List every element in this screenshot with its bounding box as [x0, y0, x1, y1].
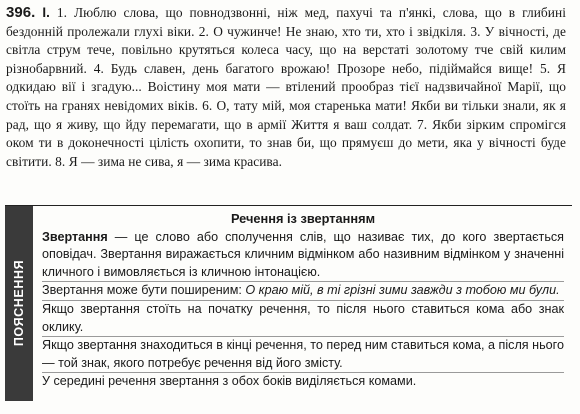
rule-line-end — [42, 337, 564, 373]
rule-line-text: — це слово або сполучення слів, що називає тих, до кого звертається оповідач. Звертання виражається кличним відмінком або називним відмінком у значенні кличного і вимовляється із кличною інтонацією. — [42, 229, 564, 279]
rule-line-middle — [42, 373, 564, 391]
rule-line-text: У середині речення звертання з обох боків виділяється комами. — [42, 374, 417, 389]
rule-line-text: Якщо звертання знаходиться в кінці речення, то перед ним ставиться кома, а після нього — той знак, якого потребує речення від його змісту. — [42, 338, 564, 370]
exercise-number: 396. — [6, 4, 36, 21]
side-tab — [5, 206, 33, 401]
rule-title: Речення із звертанням — [230, 211, 376, 226]
rule-line-definition — [42, 229, 564, 283]
rule-example: О краю мій, в ті грізні зими завжди з тобою ми були. — [245, 283, 560, 298]
rule-line-text: Звертання може бути поширеним: — [42, 283, 246, 298]
side-label: ПОЯСНЕННЯ — [12, 259, 26, 347]
exercise-part: І. — [42, 5, 50, 20]
exercise-396 — [6, 4, 566, 171]
rule-line-start — [42, 301, 564, 337]
rule-content — [42, 210, 564, 391]
exercise-text: 1. Люблю слова, що повнодзвонні, ніж мед, пахучі та п'янкі, слова, що в глибині бездонній пролежали глухі віки. 2. О чужинче! Не знаю, хто ти, хто і звідкіля. 3. У вічності, де світла струм тече, повільно крутяться колеса часу, що на верстаті золотому тче свій килим різнобарвний. 4. Будь славен, день багатого врожаю! Прозоре небо, підіймайся вище! 5. Я одкидаю вії і згадую... Воістину моя мати — втілений прообраз тієї надзвичайної Марії, що стоїть на гранях невідомих віків. 6. О, тату мій, моя старенька мати! Якби ви тільки знали, як я рад, що я живу, що йду перемагати, що в армії Життя я ваш солдат. 7. Якби зірким спромігся оком ти в доконечності цілість охопити, то знав би, що прямуєш до мети, яка у вічності буде світити. 8. Я — зима не сива, я — зима красива. — [6, 5, 567, 169]
rule-term: Звертання — [42, 229, 108, 244]
rule-line-extended — [42, 282, 564, 301]
rule-line-text: Якщо звертання стоїть на початку речення, то після нього ставиться кома або знак оклику. — [42, 301, 564, 334]
rule-box — [5, 205, 572, 401]
